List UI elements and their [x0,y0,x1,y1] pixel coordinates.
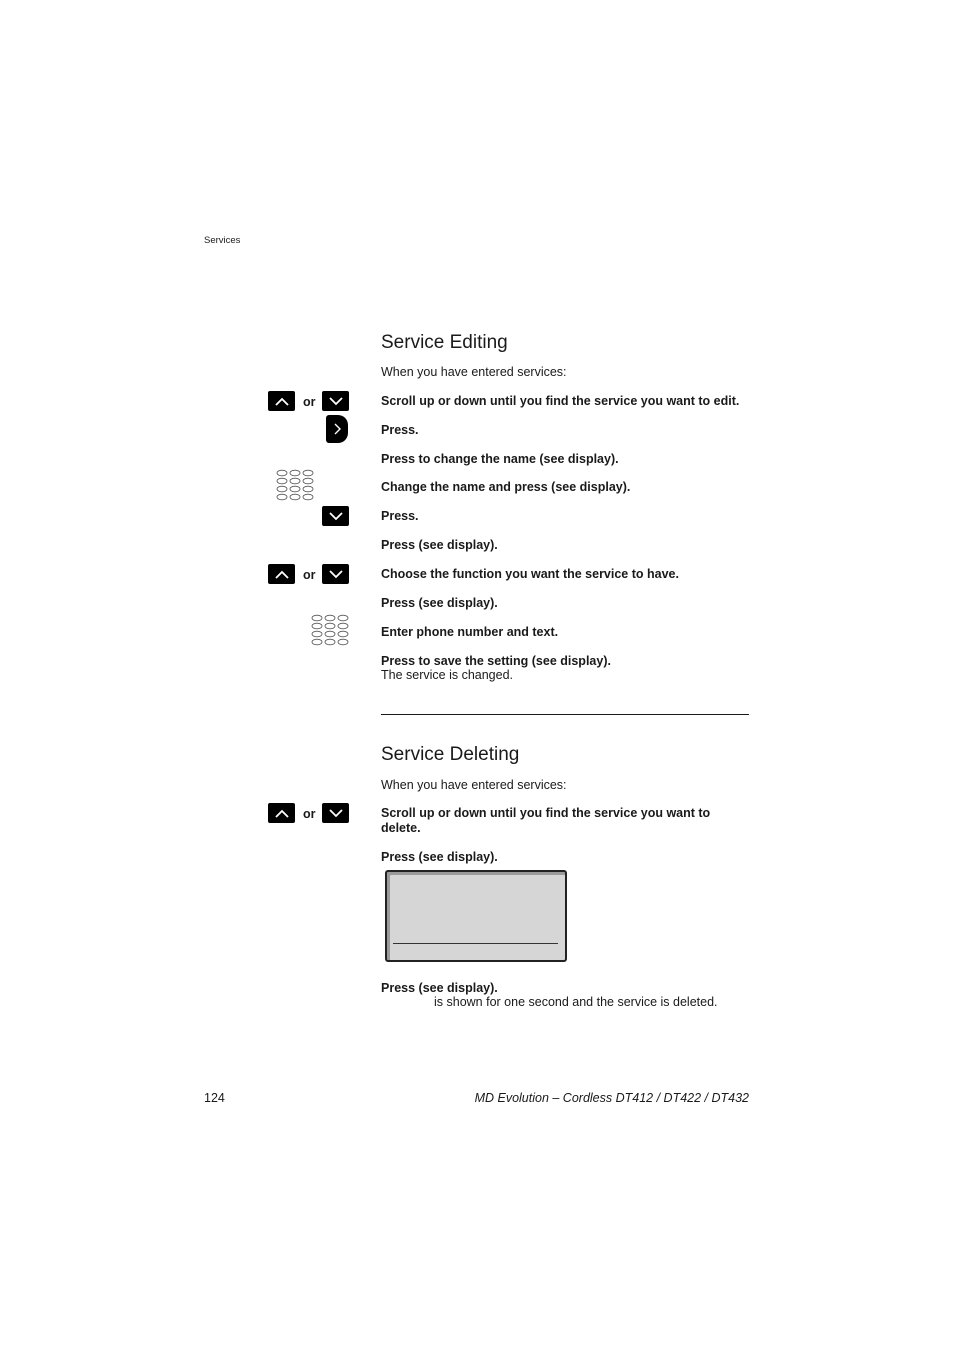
deleting-result: is shown for one second and the service is deleted. [434,995,718,1009]
service-deleting-heading: Service Deleting [381,744,520,765]
service-editing-heading: Service Editing [381,332,508,353]
deleting-step-1: Scroll up or down until you find the service you want to delete. [381,806,711,835]
down-key-icon [322,803,349,823]
or-label: or [303,395,316,409]
editing-step-1: Scroll up or down until you find the service you want to edit. [381,394,740,408]
editing-step-10: Press to save the setting (see display). [381,654,611,668]
editing-step-2: Press. [381,423,419,437]
editing-intro: When you have entered services: [381,365,567,379]
editing-step-5: Press. [381,509,419,523]
section-label: Services [204,235,241,246]
deleting-intro: When you have entered services: [381,778,567,792]
deleting-step-3: Press (see display). [381,981,498,995]
editing-result: The service is changed. [381,668,514,682]
manual-title: MD Evolution – Cordless DT412 / DT422 / DT432 [474,1091,749,1105]
editing-step-4: Change the name and press (see display). [381,480,631,494]
or-label: or [303,807,316,821]
or-label: or [303,568,316,582]
section-divider [381,714,749,715]
editing-step-9: Enter phone number and text. [381,625,559,639]
editing-step-7: Choose the function you want the service to have. [381,567,679,581]
down-key-icon [322,391,349,411]
down-key-icon [322,564,349,584]
editing-step-3: Press to change the name (see display). [381,452,619,466]
editing-step-8: Press (see display). [381,596,498,610]
display-divider-line [393,943,558,944]
down-key-icon [322,506,349,526]
phone-display-illustration [385,870,567,962]
keypad-icon [275,469,315,503]
editing-step-6: Press (see display). [381,538,498,552]
up-key-icon [268,391,295,411]
right-key-icon [326,415,348,443]
up-key-icon [268,564,295,584]
keypad-icon [310,614,350,648]
deleting-step-2: Press (see display). [381,850,498,864]
page-number: 124 [204,1091,225,1105]
up-key-icon [268,803,295,823]
